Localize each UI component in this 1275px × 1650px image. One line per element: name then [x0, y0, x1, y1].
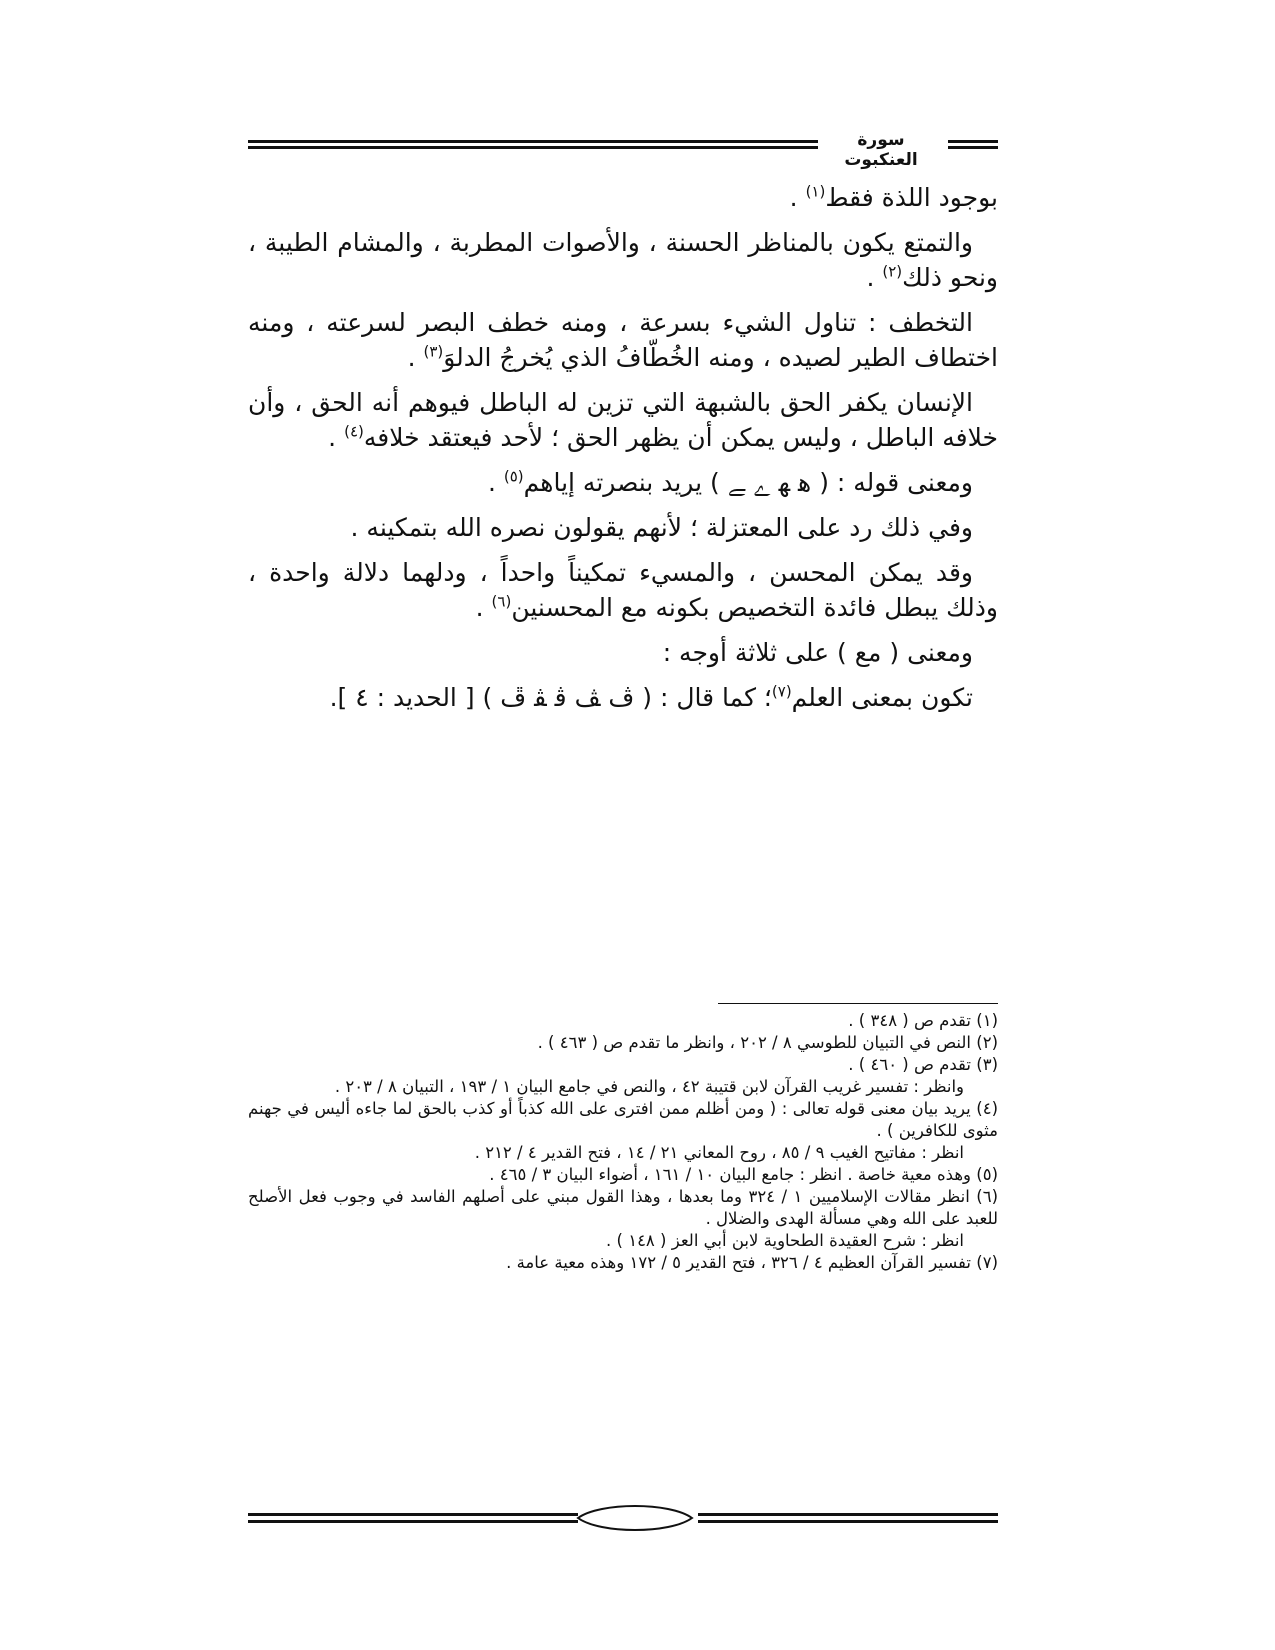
paragraph: تكون بمعنى العلم$^{(٧)}$؛ كما قال : ( ﭪ ﭫ ﭬ ﭭ ﭮ ) [ الحديد : ٤ ]. [329, 682, 973, 712]
footnote-ref: (٤) [344, 422, 364, 441]
footnote-ref: (٣) [423, 342, 444, 361]
footnote: (٥) وهذه معية خاصة . انظر : جامع البيان ١٠ / ١٦١ ، أضواء البيان ٣ / ٤٦٥ . [489, 1165, 998, 1184]
footnote: (٧) تفسير القرآن العظيم ٤ / ٣٢٦ ، فتح القدير ٥ / ١٧٢ وهذه معية عامة . [506, 1253, 998, 1272]
footer-rule-right [698, 1513, 998, 1523]
paragraph: وفي ذلك رد على المعتزلة ؛ لأنهم يقولون نصره الله بتمكينه . [350, 513, 973, 542]
paragraph: بوجود اللذة فقط$^{(١)}$ . [789, 182, 998, 212]
footnote: (٤) يريد بيان معنى قوله تعالى : ( ومن أظلم ممن افترى على الله كذباً أو كذب بالحق لما جاءه أليس في جهنم مثوى للكافرين ) . [248, 1099, 998, 1140]
page-number-oval [570, 1500, 700, 1536]
footnote: (٦) انظر مقالات الإسلاميين ١ / ٣٢٤ وما بعدها ، وهذا القول مبني على أصلهم الفاسد في وجوب فعل الأصلح للعبد على الله وهي مسألة الهدى والضلال . [248, 1187, 998, 1228]
page-footer-ornament [248, 1500, 998, 1540]
footnote-continuation: وانظر : تفسير غريب القرآن لابن قتيبة ٤٢ ، والنص في جامع البيان ١ / ١٩٣ ، التبيان ٨ / ٢٠٣ . [334, 1077, 964, 1096]
footnote: (٣) تقدم ص ( ٤٦٠ ) . [848, 1055, 998, 1074]
footnote-ref: (٧) [771, 682, 792, 701]
paragraph: ومعنى ( مع ) على ثلاثة أوجه : [662, 638, 973, 667]
footnotes [248, 1010, 998, 1274]
paragraph: وقد يمكن المحسن ، والمسيء تمكيناً واحداً ، ودلهما دلالة واحدة ، وذلك يبطل فائدة التخصيص بكونه مع المحسنين$^{(٦)}$ . [248, 558, 998, 622]
paragraph: الإنسان يكفر الحق بالشبهة التي تزين له الباطل فيوهم أنه الحق ، وأن خلافه الباطل ، وليس يمكن أن يظهر الحق ؛ لأحد فيعتقد خلافه$^{(٤)}$ . [248, 388, 998, 452]
paragraph: التخطف : تناول الشيء بسرعة ، ومنه خطف البصر لسرعته ، ومنه اختطاف الطير لصيده ، ومنه الخُطّافُ الذي يُخرجُ الدلوَ$^{(٣)}$ . [248, 308, 998, 372]
footnote-separator [718, 1003, 998, 1004]
footnote-ref: (٦) [491, 592, 512, 611]
surah-title: سورة العنكبوت [844, 130, 918, 170]
footnote-ref: (٢) [882, 262, 903, 281]
header-rule-left [248, 140, 818, 149]
footnote: (١) تقدم ص ( ٣٤٨ ) . [848, 1011, 998, 1030]
footnote-ref: (٥) [503, 467, 524, 486]
header-rule-right [948, 140, 998, 149]
footnote-ref: (١) [805, 182, 826, 201]
paragraph: ومعنى قوله : ( ﮬ ﮭ ﮮ ﮯ ) يريد بنصرته إياهم$^{(٥)}$ . [487, 467, 973, 497]
footnote-continuation: انظر : شرح العقيدة الطحاوية لابن أبي العز ( ١٤٨ ) . [606, 1231, 964, 1250]
main-text [248, 180, 998, 725]
paragraph: والتمتع يكون بالمناظر الحسنة ، والأصوات المطربة ، والمشام الطيبة ، ونحو ذلك$^{(٢)}$ . [248, 228, 998, 292]
running-header [248, 130, 998, 170]
footnote-continuation: انظر : مفاتيح الغيب ٩ / ٨٥ ، روح المعاني ٢١ / ١٤ ، فتح القدير ٤ / ٢١٢ . [474, 1143, 964, 1162]
footnote: (٢) النص في التبيان للطوسي ٨ / ٢٠٢ ، وانظر ما تقدم ص ( ٤٦٣ ) . [537, 1033, 998, 1052]
footer-rule-left [248, 1513, 578, 1523]
